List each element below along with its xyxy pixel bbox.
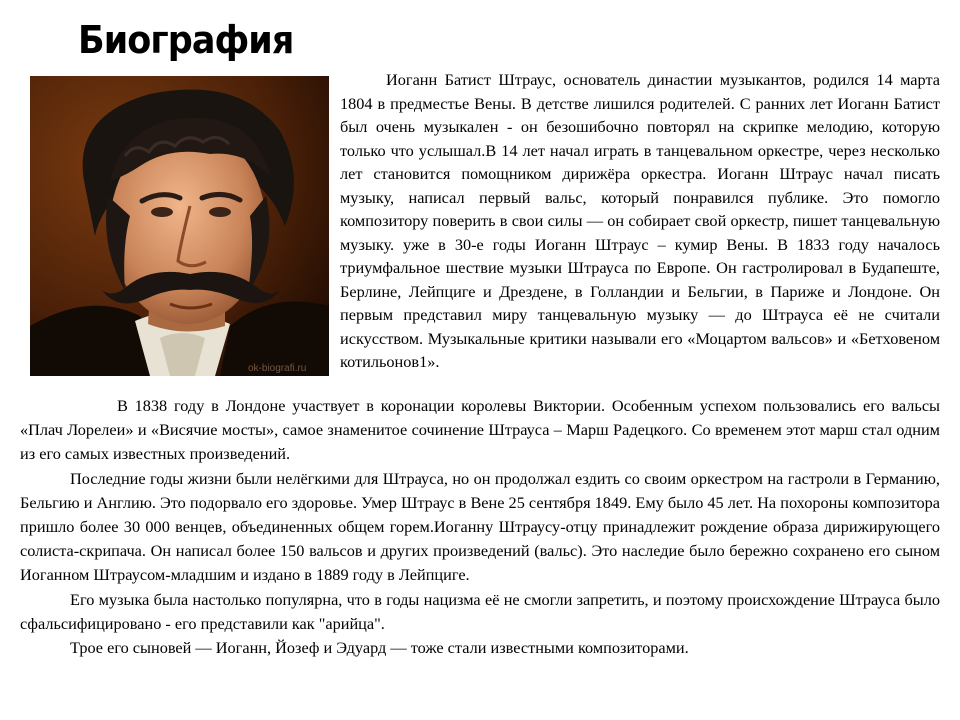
- body-paragraph: Его музыка была настолько популярна, что в годы нацизма её не смогли запретить, и поэтому происхождение Штрауса было сфальсифицировано - его представили как "арийца".: [20, 589, 940, 633]
- watermark-text: ok-biografi.ru: [248, 363, 307, 374]
- portrait-image: [30, 76, 329, 376]
- body-paragraph: Последние годы жизни были нелёгкими для Штрауса, но он продолжал ездить со своим оркестром на гастроли в Германию, Бельгию и Англию. Это подорвало его здоровье. Умер Штраус в Вене 25 сентября 1849. Ему было 45 лет. На похороны композитора пришло более 30 000 венцев, объединенных общем горем.Иоганну Штраусу-отцу принадлежит рождение образа дирижирующего солиста-скрипача. Он написал более 150 вальсов и других произведений (вальс). Это наследие было бережно сохранено его сыном Иоганном Штраусом-младшим и издано в 1889 году в Лейпциге.: [20, 468, 940, 585]
- body-paragraph: В 1838 году в Лондоне участвует в коронации королевы Виктории. Особенным успехом пользовались его вальсы «Плач Лорелеи» и «Висячие мосты», самое знаменитое сочинение Штрауса – Марш Радецкого. Со временем этот марш стал одним из его самых известных произведений.: [20, 396, 940, 464]
- intro-paragraph: Иоганн Батист Штраус, основатель династии музыкантов, родился 14 марта 1804 в предместье Вены. В детстве лишился родителей. С ранних лет Иоганн Батист был очень музыкален - он безошибочно повторял на скрипке мелодию, которую только что услышал.В 14 лет начал играть в танцевальном оркестре, через несколько лет становится помощником дирижёра оркестра. Иоганн Штраус начал писать музыку, написал первый вальс, который понравился публике. Это помогло композитору поверить в свои силы — он собирает свой оркестр, пишет танцевальную музыку. уже в 30-е годы Иоганн Штраус – кумир Вены. В 1833 году началось триумфальное шествие музыки Штрауса по Европе. Он гастролировал в Будапеште, Берлине, Лейпциге и Дрездене, в Голландии и Бельгии, в Париже и Лондоне. Он первым представил миру танцевальную музыку — до Штрауса её не считали искусством. Музыкальные критики называли его «Моцартом вальсов» и «Бетховеном котильонов1».: [340, 70, 940, 371]
- page-title: Биография: [78, 18, 294, 62]
- body-paragraph: Трое его сыновей — Иоганн, Йозеф и Эдуард — тоже стали известными композиторами.: [70, 638, 689, 658]
- biography-body: [20, 394, 940, 660]
